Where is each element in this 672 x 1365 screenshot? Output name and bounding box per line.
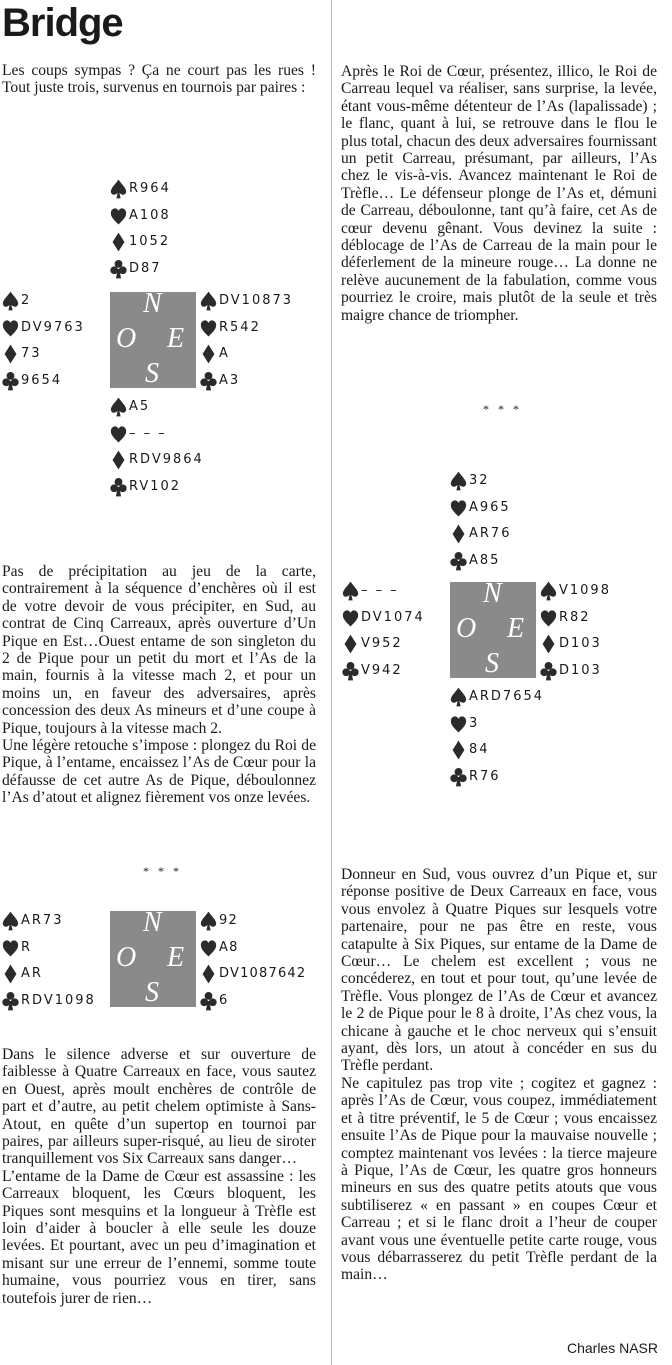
spade-icon	[2, 910, 19, 932]
deal2-east-spades: 92	[219, 913, 238, 928]
deal1-north-hearts: A108	[129, 207, 171, 223]
deal1-south-hand	[110, 394, 204, 500]
spade-icon	[110, 396, 127, 418]
deal3-south-clubs: R76	[469, 768, 501, 784]
compass-south: S	[145, 358, 159, 389]
compass-east: E	[167, 323, 185, 354]
deal3-west-hearts: DV1074	[361, 609, 425, 625]
author-byline: Charles NASR	[566, 1340, 658, 1356]
club-icon	[110, 476, 127, 498]
separator: * * *	[143, 864, 182, 878]
compass-south: S	[485, 648, 499, 679]
deal3-west-hand	[342, 578, 425, 684]
deal1-south-clubs: RV102	[129, 478, 182, 494]
deal3-south-hearts: 3	[469, 715, 480, 731]
deal3-south-hand	[450, 684, 544, 790]
diamond-icon	[200, 343, 217, 365]
deal2-east-diamonds: DV1087642	[219, 966, 307, 981]
spade-icon	[110, 178, 127, 200]
club-icon	[540, 660, 557, 682]
deal3-south-spades: ARD7654	[469, 689, 545, 704]
deal3-east-hearts: R82	[559, 609, 591, 625]
deal3-north-hearts: A965	[469, 499, 511, 515]
deal3-east-diamonds: D103	[559, 636, 602, 651]
column-divider	[331, 0, 332, 1365]
article-text-2	[2, 1046, 316, 1307]
heart-icon	[200, 937, 217, 959]
paragraph: Une légère retouche s’impose : plongez du Roi de Pique, à l’entame, encaissez l’As de Cœur pour la défausse de cet autre As de Pique, déboulonnez l’As d’atout et alignez fièrement vos onze levées.	[2, 737, 316, 807]
deal1-south-spades: A5	[129, 399, 151, 414]
compass-west: O	[116, 942, 137, 973]
spade-icon	[200, 290, 217, 312]
heart-icon	[110, 205, 127, 227]
compass-north: N	[483, 578, 502, 609]
spade-icon	[450, 686, 467, 708]
spade-icon	[450, 470, 467, 492]
heart-icon	[110, 423, 127, 445]
diamond-icon	[540, 633, 557, 655]
deal3-east-hand	[540, 578, 611, 684]
paragraph: L’entame de la Dame de Cœur est assassine : les Carreaux bloquent, les Cœurs bloquent, les Piques sont mesquins et la longueur à Trèfle est loin d’aider à boucler à elle seule les douze levées. Et pourtant, avec un peu d’imagination et misant sur une erreur de l’ennemi, somme toute humaine, vous pourriez vous en tirer, sans toutefois jurer de rien…	[2, 1167, 316, 1307]
page-title: Bridge	[2, 1, 123, 45]
diamond-icon	[450, 739, 467, 761]
intro-text	[2, 62, 316, 97]
paragraph: Dans le silence adverse et sur ouverture de faiblesse à Quatre Carreaux en face, vous sautez en Ouest, après moult enchères de contrôle de part et d’autre, au petit chelem optimiste à Sans-Atout, en quête d’un supertop en tournoi par paires, par ailleurs super-risqué, au lieu de siroter tranquillement vos Six Carreaux sans danger…	[2, 1046, 316, 1168]
deal1-west-diamonds: 73	[21, 346, 42, 361]
spade-icon	[342, 580, 359, 602]
compass-east: E	[507, 613, 525, 644]
spade-icon	[200, 910, 217, 932]
deal2-west-hearts: R	[21, 939, 33, 955]
deal3-east-clubs: D103	[559, 662, 602, 678]
deal2-west-hand	[2, 908, 96, 1014]
heart-icon	[540, 607, 557, 629]
club-icon	[2, 370, 19, 392]
deal2-west-spades: AR73	[21, 913, 64, 928]
compass-east: E	[167, 942, 185, 973]
deal1-west-hand	[2, 288, 85, 394]
heart-icon	[342, 607, 359, 629]
heart-icon	[200, 317, 217, 339]
deal3-north-hand	[450, 468, 511, 574]
paragraph: Après le Roi de Cœur, présentez, illico, le Roi de Carreau lequel va réaliser, sans surprise, la levée, étant vous-même détenteur de l’As (lapalissade) ; le flanc, quant à lui, se retrouve dans le flou le plus total, chacun des deux adversaires fournissant un petit Carreau, présumant, par ailleurs, l’As chez le vis-à-vis. Avancez maintenant le Roi de Trèfle… Le défenseur plonge de l’As et, démuni de Carreau, déboulonne, tant qu’à faire, cet As de cœur devenu gênant. Vous devinez la suite : déblocage de l’As de Carreau de la main pour le déferlement de la mineure rouge… La donne ne relève aucunement de la fabulation, comme vous pourriez le croire, mais plutôt de la seule et très maigre chance de triompher.	[341, 63, 657, 324]
spade-icon	[2, 290, 19, 312]
deal1-north-hand	[110, 176, 171, 282]
heart-icon	[2, 937, 19, 959]
deal1-east-hearts: R542	[219, 319, 261, 335]
compass-west: O	[116, 323, 137, 354]
club-icon	[200, 370, 217, 392]
deal2-west-diamonds: AR	[21, 966, 43, 981]
paragraph: Ne capitulez pas trop vite ; cogitez et gagnez : après l’As de Cœur, vous coupez, immédiatement et à titre préventif, le 5 de Cœur ; vous encaissez ensuite l’As de Pique pour la mauvaise nouvelle ; comptez maintenant vos levées : la tierce majeure à Pique, l’As de Cœur, les quatre gros honneurs mineurs en sus des quatre petits atouts que vous subtiliserez « en passant » en coupes Cœur et Carreau ; et si le flanc droit a l’heur de couper avant vous une éventuelle petite carte rouge, vous vous débarrasserez du petit Trèfle perdant de la main…	[341, 1074, 657, 1284]
deal3-north-clubs: A85	[469, 552, 501, 568]
diamond-icon	[2, 343, 19, 365]
diamond-icon	[2, 963, 19, 985]
deal1-east-clubs: A3	[219, 372, 241, 388]
club-icon	[200, 990, 217, 1012]
deal3-east-spades: V1098	[559, 583, 611, 598]
heart-icon	[2, 317, 19, 339]
compass-west: O	[456, 613, 477, 644]
spade-icon	[540, 580, 557, 602]
article-text-1	[2, 563, 316, 807]
deal1-north-diamonds: 1052	[129, 234, 171, 249]
deal3-compass	[450, 578, 536, 679]
deal3-south-diamonds: 84	[469, 742, 490, 757]
deal3-west-spades: – – –	[361, 583, 399, 598]
paragraph: Pas de précipitation au jeu de la carte, contrairement à la séquence d’enchères où il est de votre devoir de vous précipiter, en Sud, au contrat de Cinq Carreaux, après ouverture d’Un Pique en Est…Ouest entame de son singleton du 2 de Pique pour un petit du mort et l’As de la main, fournis à la vitesse mach 2, et pour un moins un, en faveur des adversaires, après concession des deux As mineurs et d’une coupe à Pique, toujours à la vitesse mach 2.	[2, 563, 316, 737]
paragraph: Donneur en Sud, vous ouvrez d’un Pique et, sur réponse positive de Deux Carreaux en face, vous vous envolez à Quatre Piques sur lesquels votre partenaire, pour ne pas être en reste, vous catapulte à Six Piques, sur entame de la Dame de Cœur… Le chelem est excellent ; vous ne concéderez, en tout et pour tout, qu’une levée de Trèfle. Vous plongez de l’As de Cœur et avancez le 2 de Pique pour le 8 à droite, l’As chez vous, la chicane à gauche et le choc nerveux qui s’ensuit ayant, dès lors, un atout à concéder en sus du Trèfle perdant.	[341, 866, 657, 1075]
deal1-east-hand	[200, 288, 293, 394]
club-icon	[110, 258, 127, 280]
deal3-north-diamonds: AR76	[469, 526, 512, 541]
club-icon	[450, 766, 467, 788]
deal3-north-spades: 32	[469, 473, 490, 488]
club-icon	[2, 990, 19, 1012]
diamond-icon	[342, 633, 359, 655]
diamond-icon	[110, 449, 127, 471]
diamond-icon	[450, 523, 467, 545]
deal3-west-diamonds: V952	[361, 636, 403, 651]
deal1-compass	[110, 288, 196, 389]
deal1-west-spades: 2	[21, 293, 32, 308]
diamond-icon	[110, 231, 127, 253]
deal1-south-diamonds: RDV9864	[129, 452, 204, 467]
deal2-east-hand	[200, 908, 306, 1014]
heart-icon	[450, 713, 467, 735]
deal2-west-clubs: RDV1098	[21, 992, 96, 1008]
deal1-east-spades: DV10873	[219, 293, 294, 308]
compass-north: N	[143, 288, 162, 319]
deal1-north-spades: R964	[129, 181, 171, 196]
deal2-east-clubs: 6	[219, 992, 229, 1008]
deal1-west-clubs: 9654	[21, 372, 63, 388]
intro-paragraph: Les coups sympas ? Ça ne court pas les rues ! Tout juste trois, survenus en tournois par paires :	[2, 62, 316, 97]
deal1-west-hearts: DV9763	[21, 319, 85, 335]
deal3-west-clubs: V942	[361, 662, 403, 678]
heart-icon	[450, 497, 467, 519]
deal1-south-hearts: – – –	[129, 425, 167, 441]
deal2-east-hearts: A8	[219, 939, 239, 955]
separator: * * *	[483, 402, 522, 416]
deal1-east-diamonds: A	[219, 346, 230, 361]
article-text-4	[341, 866, 657, 1284]
compass-north: N	[143, 907, 162, 938]
deal2-compass	[110, 907, 196, 1008]
diamond-icon	[200, 963, 217, 985]
compass-south: S	[145, 977, 159, 1008]
deal1-north-clubs: D87	[129, 260, 162, 276]
article-text-3	[341, 63, 657, 324]
club-icon	[342, 660, 359, 682]
club-icon	[450, 550, 467, 572]
